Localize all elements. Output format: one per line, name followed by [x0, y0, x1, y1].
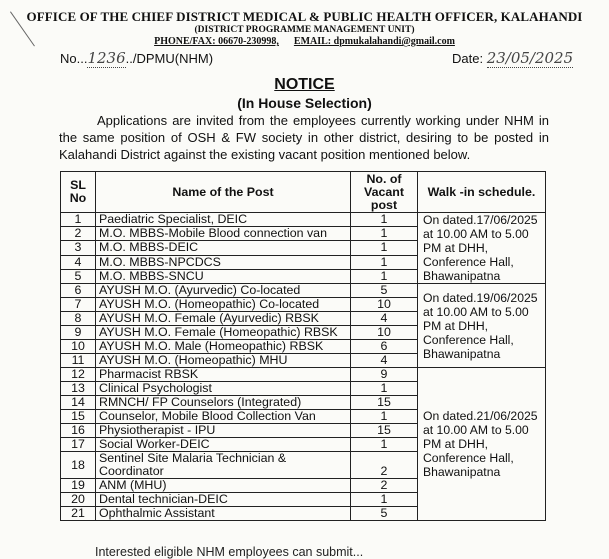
post-name-cell: Clinical Psychologist: [96, 382, 351, 396]
vacant-count-cell: 2: [351, 479, 418, 493]
sl-cell: 19: [61, 479, 96, 493]
reference-suffix: ../DPMU(NHM): [125, 51, 214, 66]
sl-cell: 8: [61, 312, 96, 326]
post-name-cell: AYUSH M.O. Female (Homeopathic) RBSK: [96, 326, 351, 340]
table-row: [61, 368, 546, 382]
sl-cell: 14: [61, 396, 96, 410]
phone-text: PHONE/FAX: 06670-230998,: [154, 36, 279, 47]
reference-number: [60, 49, 213, 67]
header-sl: SL No: [61, 172, 96, 213]
post-name-cell: ANM (MHU): [96, 479, 351, 493]
reference-prefix: No...: [60, 51, 88, 66]
header-schedule: Walk -in schedule.: [418, 172, 546, 213]
walk-in-schedule-cell: On dated.17/06/2025 at 10.00 AM to 5.00 PM at DHH, Conference Hall, Bhawanipatna: [418, 213, 546, 284]
sl-cell: 2: [61, 227, 96, 241]
sl-cell: 5: [61, 269, 96, 283]
vacant-count-cell: 1: [351, 213, 418, 227]
walk-in-schedule-cell: On dated.21/06/2025 at 10.00 AM to 5.00 PM at DHH, Conference Hall, Bhawanipatna: [418, 368, 546, 521]
vacant-count-cell: 1: [351, 227, 418, 241]
sl-cell: 9: [61, 326, 96, 340]
sl-cell: 11: [61, 354, 96, 368]
post-name-cell: Paediatric Specialist, DEIC: [96, 213, 351, 227]
sl-cell: 13: [61, 382, 96, 396]
post-name-cell: AYUSH M.O. Male (Homeopathic) RBSK: [96, 340, 351, 354]
vacant-count-cell: 1: [351, 493, 418, 507]
sl-cell: 3: [61, 241, 96, 255]
table-header-row: [61, 172, 546, 213]
reference-handwritten-number: 1236: [87, 49, 126, 67]
sl-cell: 16: [61, 424, 96, 438]
walk-in-schedule-cell: On dated.19/06/2025 at 10.00 AM to 5.00 PM at DHH, Conference Hall, Bhawanipatna: [418, 284, 546, 368]
sl-cell: 15: [61, 410, 96, 424]
vacant-count-cell: 5: [351, 284, 418, 298]
sl-cell: 7: [61, 298, 96, 312]
date-line: [452, 49, 573, 67]
date-handwritten: 23/05/2025: [486, 49, 574, 67]
vacant-count-cell: 10: [351, 326, 418, 340]
post-name-cell: M.O. MBBS-DEIC: [96, 241, 351, 255]
vacant-count-cell: 9: [351, 368, 418, 382]
vacant-count-cell: 1: [351, 255, 418, 269]
unit-subheading: (DISTRICT PROGRAMME MANAGEMENT UNIT): [194, 25, 415, 35]
post-name-cell: Counselor, Mobile Blood Collection Van: [96, 410, 351, 424]
vacant-count-cell: 15: [351, 424, 418, 438]
vacant-count-cell: 1: [351, 269, 418, 283]
table-row: [61, 213, 546, 227]
vacant-count-cell: 5: [351, 507, 418, 521]
post-name-cell: AYUSH M.O. (Ayurvedic) Co-located: [96, 284, 351, 298]
sl-cell: 1: [61, 213, 96, 227]
post-name-cell: Social Worker-DEIC: [96, 438, 351, 452]
office-heading: OFFICE OF THE CHIEF DISTRICT MEDICAL & PUBLIC HEALTH OFFICER, KALAHANDI: [26, 9, 583, 24]
post-name-cell: AYUSH M.O. (Homeopathic) MHU: [96, 354, 351, 368]
table-body: [61, 213, 546, 521]
vacant-count-cell: 4: [351, 312, 418, 326]
post-name-cell: M.O. MBBS-SNCU: [96, 269, 351, 283]
sl-cell: 12: [61, 368, 96, 382]
vacant-count-cell: 10: [351, 298, 418, 312]
sl-cell: 6: [61, 284, 96, 298]
sl-cell: 4: [61, 255, 96, 269]
vacant-count-cell: 15: [351, 396, 418, 410]
sl-cell: 18: [61, 452, 96, 479]
post-name-cell: AYUSH M.O. Female (Ayurvedic) RBSK: [96, 312, 351, 326]
post-name-cell: M.O. MBBS-Mobile Blood connection van: [96, 227, 351, 241]
post-name-cell: Ophthalmic Assistant: [96, 507, 351, 521]
vacant-count-cell: 1: [351, 410, 418, 424]
sl-cell: 21: [61, 507, 96, 521]
post-name-cell: Sentinel Site Malaria Technician & Coordinator: [96, 452, 351, 479]
notice-title: NOTICE: [274, 76, 335, 93]
post-name-cell: RMNCH/ FP Counselors (Integrated): [96, 396, 351, 410]
post-name-cell: M.O. MBBS-NPCDCS: [96, 255, 351, 269]
header-vacant: No. of Vacant post: [351, 172, 418, 213]
post-name-cell: Physiotherapist - IPU: [96, 424, 351, 438]
vacant-count-cell: 1: [351, 241, 418, 255]
email-text: EMAIL: dpmukalahandi@gmail.com: [293, 36, 455, 47]
vacancy-table: [60, 171, 546, 521]
vacant-count-cell: 1: [351, 382, 418, 396]
post-name-cell: AYUSH M.O. (Homeopathic) Co-located: [96, 298, 351, 312]
sl-cell: 20: [61, 493, 96, 507]
contact-line: [0, 36, 609, 47]
vacant-count-cell: 2: [351, 452, 418, 479]
vacant-count-cell: 1: [351, 438, 418, 452]
notice-subtitle: (In House Selection): [237, 95, 372, 111]
vacant-count-cell: 6: [351, 340, 418, 354]
header-post: Name of the Post: [96, 172, 351, 213]
sl-cell: 17: [61, 438, 96, 452]
date-label: Date:: [452, 51, 487, 66]
footer-text: Interested eligible NHM employees can submit...: [95, 545, 364, 559]
vacant-count-cell: 4: [351, 354, 418, 368]
notice-body: Applications are invited from the employees currently working under NHM in the same position of OSH & FW society in other district, desiring to be posted in Kalahandi District against the existing vacant position mentioned below.: [59, 113, 549, 162]
table-row: [61, 284, 546, 298]
sl-cell: 10: [61, 340, 96, 354]
post-name-cell: Pharmacist RBSK: [96, 368, 351, 382]
post-name-cell: Dental technician-DEIC: [96, 493, 351, 507]
